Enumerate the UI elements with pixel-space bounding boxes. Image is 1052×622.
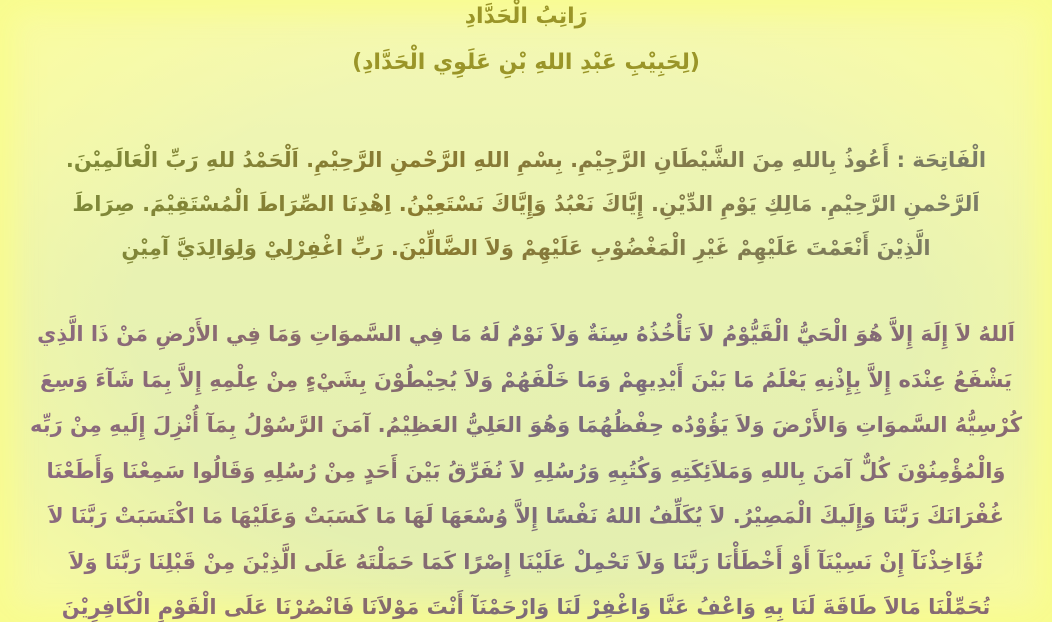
- kursi-line: غُفْرَانَكَ رَبَّنَا وَإِلَيكَ الْمَصِيْرُ. لاَ يُكَلِّفُ اللهُ نَفْسًا إِلاَّ وُسْعَهَا لَهَا مَا كَسَبَتْ وَعَلَيْهَا مَا اكْتَسَبَتْ رَبَّنَا لاَ: [47, 504, 1005, 528]
- kursi-line: يَشْفَعُ عِنْدَه إِلاَّ بِإِذْنِهِ يَعْلَمُ مَا بَيْنَ أَيْدِيهِمْ وَمَا خَلْفَهُمْ وَلاَ يُحِيْطُوْنَ بِشَيْءٍ مِنْ عِلْمِهِ إِلاَّ بِمَا شَآءَ وَسِعَ: [39, 367, 1012, 392]
- kursi-line: كُرْسِيُّهُ السَّموَاتِ وَالأَرْضَ وَلاَ يَؤُوْدُه حِفْظُهُمَا وَهُوَ العَلِيُّ العَظِيْمُ. آمَنَ الرَّسُوْلُ بِمَآ أُنْزِلَ إِلَيهِ مِنْ رَبِّه: [29, 413, 1023, 437]
- fatiha-line: اَلرَّحْمنِ الرَّحِيْمِ. مَالِكِ يَوْمِ الدِّيْنِ. إِيَّاكَ نَعْبُدُ وَإِيَّاكَ نَسْتَعِيْنُ. اِهْدِنَا الصِّرَاطَ الْمُسْتَقِيْمَ. صِرَاطَ: [72, 192, 980, 216]
- page-subtitle: (لِحَبِيْبِ عَبْدِ اللهِ بْنِ عَلَوِي الْحَدَّادِ): [352, 50, 700, 75]
- fatiha-paragraph: [50, 138, 1002, 270]
- ayat-kursi-paragraph: [18, 312, 1034, 622]
- fatiha-line: الَّذِيْنَ أَنْعَمْتَ عَلَيْهِمْ غَيْرِ الْمَغْضُوْبِ عَلَيْهِمْ وَلاَ الضَّالِّيْنَ. رَبِّ اغْفِرْلِيْ وَلِوَالِدَيَّ آمِيْنِ: [121, 236, 931, 260]
- fatiha-line: الْفَاتِحَة : أَعُوذُ بِاللهِ مِنَ الشَّيْطَانِ الرَّجِيْمِ. بِسْمِ اللهِ الرَّحْمنِ الرَّحِيْمِ. اَلْحَمْدُ للهِ رَبِّ الْعَالَمِيْنَ.: [65, 148, 987, 172]
- kursi-line: تُؤَاخِذْنَآ إِنْ نَسِيْنَآ أَوْ أَخْطَأْنَا رَبَّنَا وَلاَ تَحْمِلْ عَلَيْنَا إِصْرًا كَمَا حَمَلْتَهُ عَلَى الَّذِيْنَ مِنْ قَبْلِنَا رَبَّنَا وَلاَ: [68, 549, 984, 574]
- page-title: رَاتِبُ الْحَدَّادِ: [464, 4, 588, 29]
- kursi-line: تُحَمِّلْنَا مَالاَ طَاقَةَ لَنَا بِهِ وَاعْفُ عَنَّا وَاغْفِرْ لَنَا وَارْحَمْنَآ أَنْتَ مَوْلاَنَا فَانْصُرْنَا عَلَى الْقَوْمِ الْكَافِرِيْنَ: [61, 595, 991, 619]
- kursi-line: وَالْمُؤْمِنُوْنَ كُلٌّ آمَنَ بِاللهِ وَمَلاَئِكَتِهِ وَكُتُبِهِ وَرُسُلِهِ لاَ نُفَرِّقُ بَيْنَ أَحَدٍ مِنْ رُسُلِهِ وَقَالُوا سَمِعْنَا وَأَطَعْنَا: [46, 458, 1006, 483]
- kursi-line: اَللهُ لاَ إِلَهَ إِلاَّ هُوَ الْحَيُّ الْقَيُّوْمُ لاَ تَأْخُذُهُ سِنَةٌ وَلاَ نَوْمٌ لَهُ مَا فِي السَّموَاتِ وَمَا فِي الأَرْضِ مَنْ ذَا الَّذِي: [37, 322, 1015, 346]
